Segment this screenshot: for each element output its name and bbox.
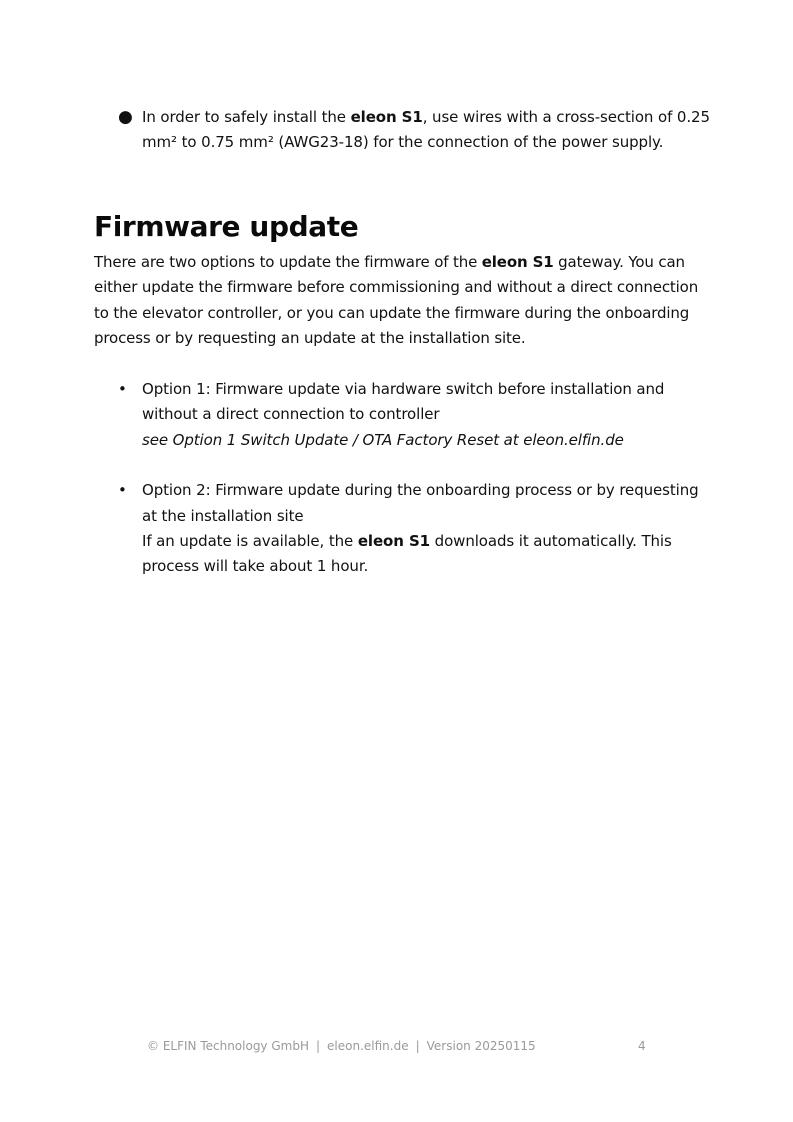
- option-1-title: Option 1: Firmware update via hardware switch before installation and without a direct connection to controller: [142, 380, 665, 424]
- section-heading-firmware-update: Firmware update: [94, 210, 359, 243]
- firmware-option-2: [94, 478, 714, 580]
- paragraph-text-before: There are two options to update the firmware of the: [94, 253, 482, 271]
- bullet-text-after: , use wires with a cross-section of 0.25 mm² to 0.75 mm² (AWG23-18) for the connection of the power supply.: [142, 108, 710, 152]
- detail-text-before: If an update is available, the: [142, 532, 358, 551]
- product-name: eleon S1: [350, 108, 423, 126]
- bullet-text-before: In order to safely install the: [142, 108, 351, 126]
- footer-company: © ELFIN Technology GmbH: [147, 1039, 309, 1053]
- bullet-dot-icon: ●: [118, 107, 133, 127]
- footer-version: Version 20250115: [426, 1039, 536, 1053]
- option-2-title: Option 2: Firmware update during the onboarding process or by requesting at the installation site: [142, 481, 699, 525]
- product-name: eleon S1: [357, 532, 430, 551]
- page-footer: [147, 1038, 536, 1054]
- bullet-dot-icon: •: [118, 380, 127, 398]
- detail-text-after: downloads it automatically. This process will take about 1 hour.: [142, 532, 672, 576]
- option-1-note: see Option 1 Switch Update / OTA Factory Reset at eleon.elfin.de: [142, 430, 624, 449]
- power-supply-bullet-list: [94, 105, 714, 156]
- firmware-option-1: [94, 377, 714, 453]
- bullet-dot-icon: •: [118, 481, 127, 500]
- footer-website: eleon.elfin.de: [327, 1039, 409, 1053]
- paragraph-text-after: gateway. You can either update the firmware before commissioning and without a direct connection to the elevator controller, or you can update the firmware during the onboarding process or by requesting an update at the installation site.: [94, 253, 699, 347]
- product-name: eleon S1: [481, 253, 554, 271]
- footer-separator: |: [415, 1039, 420, 1053]
- power-supply-bullet: [94, 105, 714, 156]
- firmware-options-list: [94, 377, 714, 580]
- option-2-detail: [142, 529, 714, 580]
- page-number: 4: [638, 1039, 646, 1053]
- firmware-intro-paragraph: [94, 250, 706, 351]
- footer-separator: |: [315, 1039, 321, 1053]
